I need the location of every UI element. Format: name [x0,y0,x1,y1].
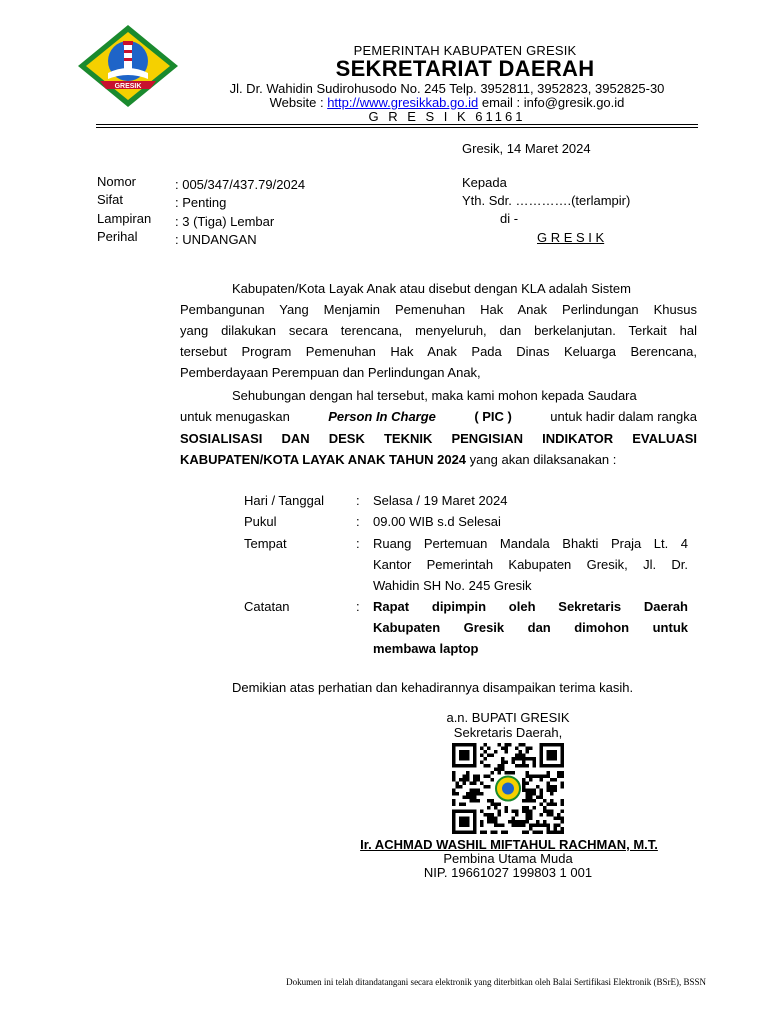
paragraph1-line5: Pemberdayaan Perempuan dan Perlindungan Anak, [180,365,481,380]
signer-rank: Pembina Utama Muda [443,851,573,866]
signature-title: Sekretaris Daerah, [453,725,563,740]
event-title-rest: yang akan dilaksanakan : [466,452,617,467]
website-link[interactable]: http://www.gresikkab.go.id [327,95,479,110]
hari-colon: : [356,493,360,508]
header-rule [96,124,698,125]
paragraph1-line2: Pembangunan Yang Menjamin Pemenuhan Hak Anak Perlindungan Khusus [180,302,697,317]
perihal-value: : UNDANGAN [175,232,257,247]
signature-qr-code [452,743,564,835]
recipient-kepada: Kepada [462,175,507,190]
pukul-colon: : [356,514,360,529]
email-text: email : info@gresik.go.id [481,95,625,110]
event-title-bold: KABUPATEN/KOTA LAYAK ANAK TAHUN 2024 [180,452,467,467]
logo-text: GRESIK [114,83,142,90]
recipient-di: di - [500,211,519,226]
pic-abbrev: ( PIC ) [474,409,512,424]
tempat-line1: Ruang Pertemuan Mandala Bhakti Praja Lt. 4 [373,536,688,551]
tempat-line3: Wahidin SH No. 245 Gresik [373,578,532,593]
signer-name: Ir. ACHMAD WASHIL MIFTAHUL RACHMAN, M.T. [360,837,658,852]
pic-purpose-text: untuk hadir dalam rangka [550,409,697,424]
pukul-label: Pukul [244,514,277,529]
contact-line [186,95,708,110]
office-name: SEKRETARIAT DAERAH [335,56,595,81]
sifat-value: : Penting [175,195,227,210]
closing-text: Demikian atas perhatian dan kehadirannya disampaikan terima kasih. [232,680,634,695]
catatan-colon: : [356,599,360,614]
pukul-value: 09.00 WIB s.d Selesai [373,514,501,529]
paragraph2-line2 [180,406,697,427]
nomor-label: Nomor [97,174,137,189]
hari-label: Hari / Tanggal [244,493,324,508]
paragraph1-line3: yang dilakukan secara terencana, menyeluruh, dan berkelanjutan. Terkait hal [180,323,697,338]
lampiran-label: Lampiran [97,211,152,226]
tempat-label: Tempat [244,536,287,551]
signature-an: a.n. BUPATI GRESIK [446,710,570,725]
nomor-value: : 005/347/437.79/2024 [175,177,306,192]
catatan-line3: membawa laptop [373,641,479,656]
letter-date: Gresik, 14 Maret 2024 [462,141,591,156]
e-signature-footer: Dokumen ini telah ditandatangani secara elektronik yang diterbitkan oleh Balai Sertifikasi Elektronik (BSrE), BSSN [286,977,706,987]
catatan-line1: Rapat dipimpin oleh Sekretaris Daerah [373,599,688,614]
event-title-line1: SOSIALISASI DAN DESK TEKNIK PENGISIAN INDIKATOR EVALUASI [180,431,697,446]
recipient-city: G R E S I K [537,230,605,245]
lampiran-value: : 3 (Tiga) Lembar [175,214,275,229]
tempat-colon: : [356,536,360,551]
gresik-logo [76,23,180,109]
catatan-label: Catatan [244,599,290,614]
hari-value: Selasa / 19 Maret 2024 [373,493,508,508]
sifat-label: Sifat [97,192,124,207]
government-name: PEMERINTAH KABUPATEN GRESIK [353,43,577,58]
pic-term: Person In Charge [328,409,436,424]
signer-nip: NIP. 19661027 199803 1 001 [423,865,593,880]
tempat-line2: Kantor Pemerintah Kabupaten Gresik, Jl. Dr. [373,557,688,572]
event-title-line2 [180,449,616,470]
pic-request-text: untuk menugaskan [180,409,290,424]
city-code: G R E S I K 61161 [368,109,526,124]
catatan-line2: Kabupaten Gresik dan dimohon untuk [373,620,688,635]
office-address: Jl. Dr. Wahidin Sudirohusodo No. 245 Telp. 3952811, 3952823, 3952825-30 [229,81,665,96]
paragraph2-line1: Sehubungan dengan hal tersebut, maka kami mohon kepada Saudara [232,388,637,403]
perihal-label: Perihal [97,229,138,244]
paragraph1-line1: Kabupaten/Kota Layak Anak atau disebut dengan KLA adalah Sistem [232,281,631,296]
recipient-yth: Yth. Sdr. ………….(terlampir) [462,193,631,208]
paragraph1-line4: tersebut Program Pemenuhan Hak Anak Pada Dinas Keluarga Berencana, [180,344,697,359]
website-label: Website : [269,95,324,110]
header-rule-thin [96,127,698,128]
